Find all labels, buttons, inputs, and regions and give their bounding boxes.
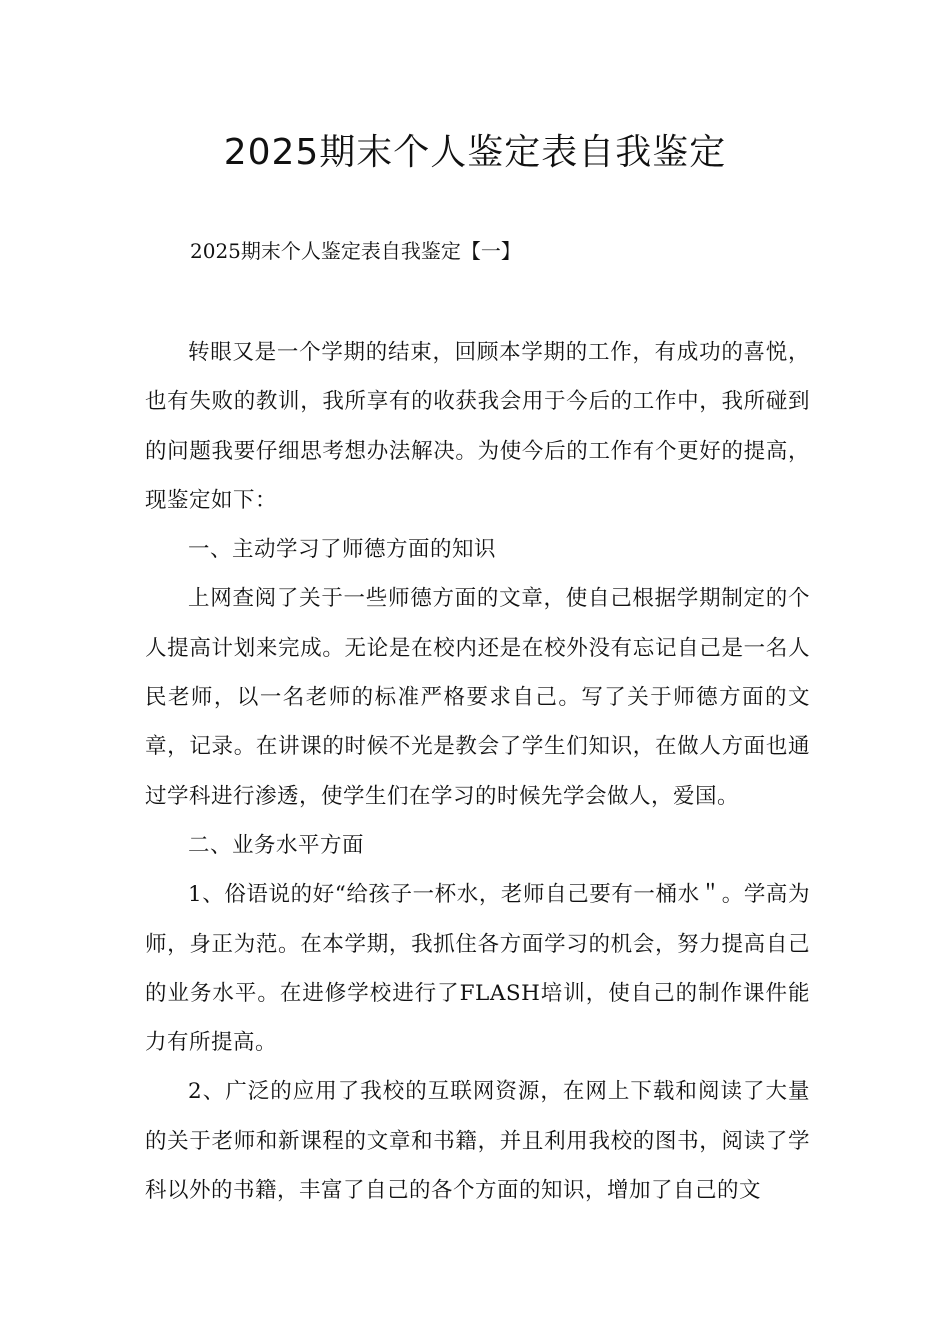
section-subtitle: 2025期末个人鉴定表自我鉴定【一】 [190, 239, 521, 263]
paragraph-item-1: 1、俗语说的好“给孩子一杯水，老师自己要有一桶水＂。学高为师，身正为范。在本学期，我抓住各方面学习的机会，努力提高自己的业务水平。在进修学校进行了FLASH培训，使自己的制作课件能力有所提高。 [145, 882, 810, 1056]
paragraph-item-2: 2、广泛的应用了我校的互联网资源，在网上下载和阅读了大量的关于老师和新课程的文章和书籍，并且利用我校的图书，阅读了学科以外的书籍，丰富了自己的各个方面的知识，增加了自己的文 [145, 1079, 810, 1204]
paragraph-ethics: 上网查阅了关于一些师德方面的文章，使自己根据学期制定的个人提高计划来完成。无论是在校内还是在校外没有忘记自己是一名人民老师，以一名老师的标准严格要求自己。写了关于师德方面的文章，记录。在讲课的时候不光是教会了学生们知识，在做人方面也通过学科进行渗透，使学生们在学习的时候先学会做人，爱国。 [145, 586, 810, 809]
paragraph-intro: 转眼又是一个学期的结束，回顾本学期的工作，有成功的喜悦，也有失败的教训，我所享有的收获我会用于今后的工作中，我所碰到的问题我要仔细思考想办法解决。为使今后的工作有个更好的提高，现鉴定如下： [145, 340, 810, 513]
document-body [145, 328, 810, 1215]
section-heading-1: 一、主动学习了师德方面的知识 [188, 537, 497, 563]
section-heading-2: 二、业务水平方面 [188, 832, 365, 858]
document-title: 2025期末个人鉴定表自我鉴定 [223, 132, 727, 173]
